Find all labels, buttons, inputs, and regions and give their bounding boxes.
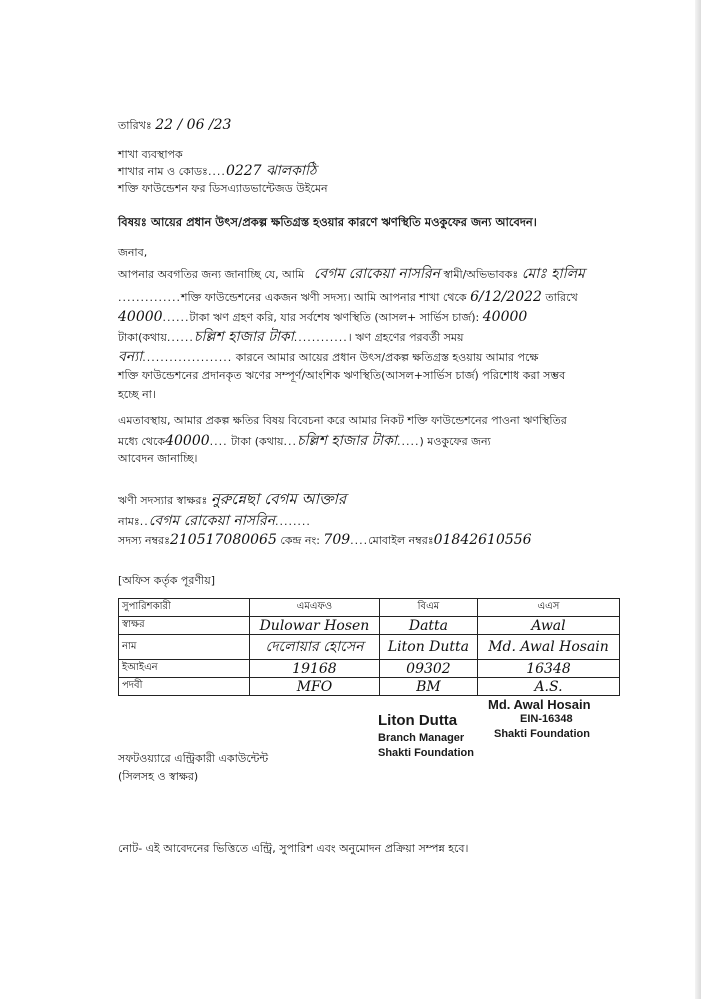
subject-line: বিষয়ঃ আয়ের প্রধান উৎস/প্রকল্প ক্ষতিগ্রস্ত হওয়ার কারণে ঋণস্থিতি মওকুফের জন্য আবেদন। [118,215,537,229]
member-no-value: 210517080065 [169,532,277,548]
loan-amount-handwritten: 40000 [118,309,163,325]
row-label: স্বাক্ষর [119,617,250,635]
p1-text-g: । ঋণ গ্রহণের পরবর্তী সময় [347,331,464,344]
center-label: কেন্দ্র নং: [280,534,320,547]
branch-row: শাখার নাম ও কোডঃ....0227 ঝালকাঠি [118,163,317,179]
p2-text-c: টাকা (কথায় [231,435,284,448]
cell: Awal [477,617,619,635]
p1-text-c: শক্তি ফাউন্ডেশনের একজন ঋণী সদস্য। আমি আপনার শাখা থেকে [180,291,467,304]
p2-text-b: মধ্যে থেকে [118,435,166,448]
p1-text-e: টাকা ঋণ গ্রহণ করি, যার সর্বশেষ ঋণস্থিতি (আসল+ সার্ভিস চার্জ): [189,311,480,324]
member-signature-row [118,492,346,508]
cell: 09302 [379,660,477,678]
office-row-designation [119,678,620,696]
member-no-label: সদস্য নম্বরঃ [118,534,170,547]
balance-handwritten: 40000 [482,309,528,325]
as-stamp-ein: EIN-16348 [520,713,573,725]
salutation: জনাব, [118,246,148,259]
bm-stamp-org: Shakti Foundation [378,747,474,759]
p2-line-2: মধ্যে থেকে40000.... টাকা (কথায়...চল্লিশ হাজার টাকা.....) মওকুফের জন্য [118,433,491,449]
office-row-ein [119,660,620,678]
p1-text-a: আপনার অবগতির জন্য জানাচ্ছি যে, আমি [118,268,305,281]
waiver-amount-handwritten: 40000 [165,433,210,449]
office-heading: [অফিস কর্তৃক পূরণীয়] [118,574,215,587]
cell: Liton Dutta [379,635,477,660]
cause-handwritten: বন্যা [118,349,143,365]
row-label: পদবী [119,678,250,696]
member-name-row: নামঃ..বেগম রোকেয়া নাসরিন........ [118,513,311,529]
p1-line-2: ..............শক্তি ফাউন্ডেশনের একজন ঋণী সদস্য। আমি আপনার শাখা থেকে 6/12/2022 তারিখে [118,289,578,305]
guardian-handwritten: মোঃ হালিম [521,266,585,282]
p1-text-b: স্বামী/অভিভাবকঃ [443,268,519,281]
footer-note: নোট- এই আবেদনের ভিত্তিতে এন্ট্রি, সুপারিশ এবং অনুমোদন প্রক্রিয়া সম্পন্ন হবে। [118,842,469,855]
cell: Dulowar Hosen [250,617,380,635]
branch-value: 0227 ঝালকাঠি [225,163,317,179]
accountant-line-2: (সিলসহ ও স্বাক্ষর) [118,770,199,783]
branch-label: শাখার নাম ও কোডঃ [118,165,208,178]
p2-text-d: ) মওকুফের জন্য [419,435,491,448]
cell: A.S. [477,678,619,696]
p2-line-1: এমতাবস্থায়, আমার প্রকল্প ক্ষতির বিষয় বিবেচনা করে আমার নিকট শক্তি ফাউন্ডেশনের পাওনা ঋণস্থিতির [118,414,567,427]
cell: দেলোয়ার হোসেন [250,635,380,660]
p1-text-d: তারিখে [545,291,578,304]
date-label: তারিখঃ [118,119,152,132]
office-header-row [119,599,620,617]
cell: 16348 [477,660,619,678]
office-row-name [119,635,620,660]
member-signature: নুরুন্নেছা বেগম আক্তার [210,490,347,508]
header-recommender: সুপারিশকারী [119,599,250,617]
date-row [118,118,231,133]
bm-stamp-name: Liton Dutta [378,712,458,729]
addressee-line-1: শাখা ব্যবস্থাপক [118,148,183,161]
cell: 19168 [250,660,380,678]
waiver-words-handwritten: চল্লিশ হাজার টাকা [297,433,397,449]
p1-text-f: টাকা(কথায় [118,331,167,344]
as-stamp-name: Md. Awal Hosain [488,697,591,712]
cell: Md. Awal Hosain [477,635,619,660]
p1-line-3: 40000......টাকা ঋণ গ্রহণ করি, যার সর্বশেষ ঋণস্থিতি (আসল+ সার্ভিস চার্জ): 40000 [118,309,528,325]
p1-line-6: শক্তি ফাউন্ডেশনের প্রদানকৃত ঋণের সম্পূর্ণ/আংশিক ঋণস্থিতি(আসল+সার্ভিস চার্জ) পরিশোধ করা সম্ভব [118,369,566,382]
p1-line-7: হচ্ছে না। [118,388,156,401]
member-name-value: বেগম রোকেয়া নাসরিন [148,513,275,529]
mobile-value: 01842610556 [433,532,532,548]
mobile-label: মোবাইল নম্বরঃ [368,534,434,547]
row-label: নাম [119,635,250,660]
accountant-line-1: সফটওয়্যারে এন্ট্রিকারী একাউন্টেন্ট [118,752,269,765]
signature-label: ঋণী সদস্যার স্বাক্ষরঃ [118,494,208,507]
addressee-line-3: শক্তি ফাউন্ডেশন ফর ডিসএ্যাডভান্টেজড উইমেন [118,182,328,195]
cell: MFO [250,678,380,696]
member-name-handwritten: বেগম রোকেয়া নাসরিন [313,266,440,282]
date-value: 22 / 06 /23 [155,117,232,133]
bm-stamp-title: Branch Manager [378,732,465,744]
header-bm: বিএম [379,599,477,617]
row-label: ইআইএন [119,660,250,678]
cell: BM [379,678,477,696]
p1-line-1 [118,267,585,282]
member-number-row: সদস্য নম্বরঃ210517080065 কেন্দ্র নং: 709....মোবাইল নম্বরঃ01842610556 [118,532,532,548]
office-table [118,598,620,696]
balance-words-handwritten: চল্লিশ হাজার টাকা [193,329,294,345]
header-as: এএস [477,599,619,617]
p1-text-h: কারনে আমার আয়ের প্রধান উৎস/প্রকল্প ক্ষতিগ্রস্ত হওয়ায় আমার পক্ষে [235,351,539,364]
office-row-signature [119,617,620,635]
name-label: নামঃ [118,515,140,528]
loan-date-handwritten: 6/12/2022 [470,289,542,305]
cell: Datta [379,617,477,635]
p1-line-5: বন্যা.................... কারনে আমার আয়ের প্রধান উৎস/প্রকল্প ক্ষতিগ্রস্ত হওয়ায় আমার পক্ষে [118,349,539,365]
scan-edge-shadow [695,0,701,999]
as-stamp-org: Shakti Foundation [494,728,590,740]
center-value: 709 [323,532,351,548]
p1-line-4: টাকা(কথায়......চল্লিশ হাজার টাকা............। ঋণ গ্রহণের পরবর্তী সময় [118,329,464,345]
p2-line-3: আবেদন জানাচ্ছি। [118,452,198,465]
header-mfo: এমএফও [250,599,380,617]
